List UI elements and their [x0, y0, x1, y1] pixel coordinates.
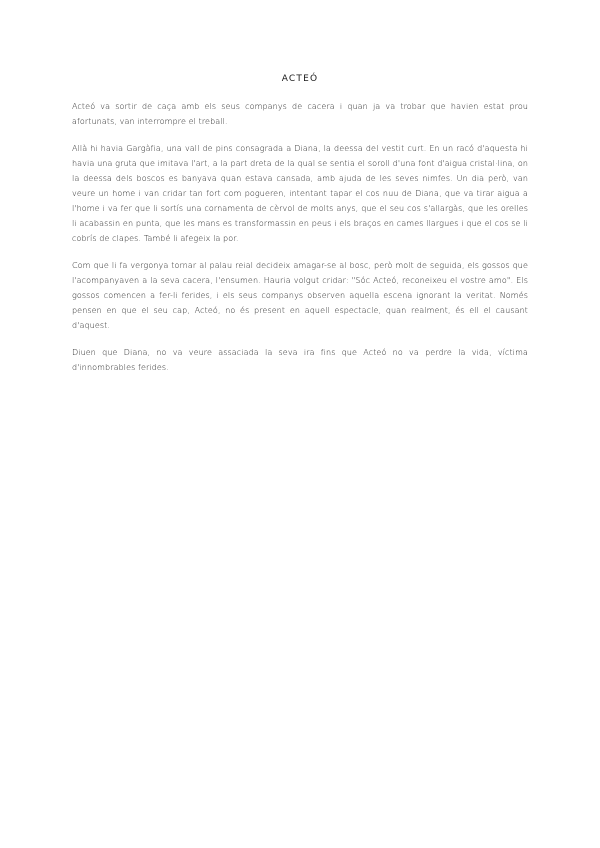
document-body — [72, 99, 528, 387]
paragraph-3: Com que li fa vergonya tornar al palau reial decideix amagar-se al bosc, però molt de seguida, els gossos que l'acompanyaven a la seva cacera, l'ensumen. Hauria volgut cridar: "Sóc Acteó, reconeixeu el vostre amo". Els gossos comencen a fer-li ferides, i els seus companys observen aquella escena ignorant la veritat. Només pensen en que el seu cap, Acteó, no és present en aquell espectacle, quan realment, és ell el causant d'aquest. — [72, 261, 528, 330]
paragraph-1: Acteó va sortir de caça amb els seus companys de cacera i quan ja va trobar que havien estat prou afortunats, van interrompre el treball. — [72, 102, 528, 126]
paragraph-4: Diuen que Diana, no va veure assaciada la seva ira fins que Acteó no va perdre la vida, víctima d'innombrables ferides. — [72, 348, 528, 372]
document-title: ACTEÓ — [281, 74, 319, 84]
paragraph-2: Allà hi havia Gargàfia, una vall de pins consagrada a Diana, la deessa del vestit curt. En un racó d'aquesta hi havia una gruta que imitava l'art, a la part dreta de la qual se sentia el soroll d'una font d'aigua cristal·lina, on la deessa dels boscos es banyava quan estava cansada, amb ajuda de les seves nimfes. Un dia però, van veure un home i van cridar tan fort com pogueren, intentant tapar el cos nuu de Diana, que va tirar aigua a l'home i va fer que li sortís una cornamenta de cèrvol de molts anys, que el seu cos s'allargàs, que les orelles li acabassin en punta, que les mans es transformassin en peus i els braços en cames llargues i que el cos se li cobrís de clapes. També li afegeix la por. — [72, 144, 528, 243]
